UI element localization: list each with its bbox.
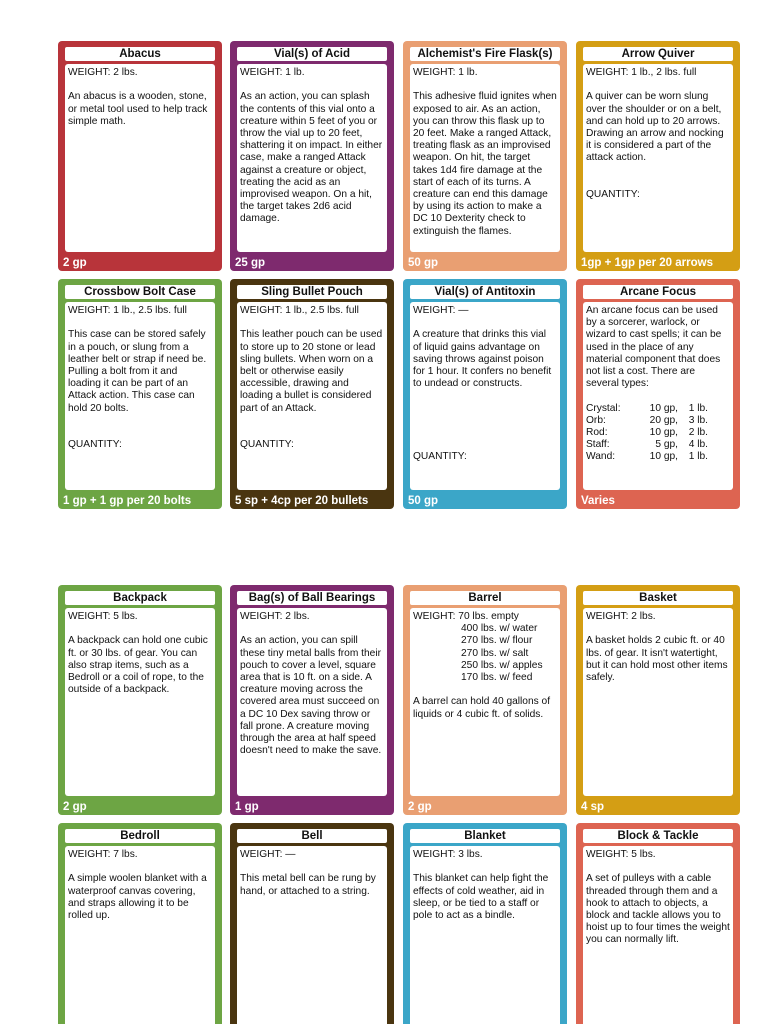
card-cost: 1 gp xyxy=(235,801,259,813)
focus-type-weight: 3 lb. xyxy=(688,414,708,426)
card-quantity: QUANTITY: xyxy=(413,451,467,463)
focus-type-price: 10 gp, xyxy=(649,451,678,463)
card-body xyxy=(410,608,560,796)
card-cost: 1gp + 1gp per 20 arrows xyxy=(581,257,713,269)
card-body xyxy=(583,608,733,796)
card-quantity: QUANTITY: xyxy=(240,439,294,451)
focus-type-weight: 1 lb. xyxy=(688,402,708,414)
card-title: Vial(s) of Antitoxin xyxy=(410,285,560,299)
card-weight: WEIGHT: — xyxy=(240,849,296,860)
card-description: A basket holds 2 cubic ft. or 40 lbs. of gear. It isn't watertight, but it can hold most other items safely. xyxy=(586,635,728,683)
card-body xyxy=(65,64,215,252)
card-title: Barrel xyxy=(410,591,560,605)
focus-type-row xyxy=(586,439,708,451)
card-description: A set of pulleys with a cable threaded through them and a hook to attach to objects, a block and tackle allows you to hoist up to four times the weight you can normally lift. xyxy=(586,873,730,946)
card-weight: WEIGHT: 1 lb. xyxy=(240,67,305,78)
card-cost: 25 gp xyxy=(235,257,266,269)
card-weight: WEIGHT: 5 lbs. xyxy=(586,849,656,860)
card-description: An arcane focus can be used by a sorcerer, warlock, or wizard to cast spells; it can be used in the place of any material component that does not list a cost. There are several types: xyxy=(586,305,722,390)
card-cost: 2 gp xyxy=(63,801,87,813)
card-description: A barrel can hold 40 gallons of liquids or 4 cubic ft. of solids. xyxy=(413,696,551,720)
focus-type-price: 5 gp, xyxy=(655,439,678,451)
focus-type-price: 10 gp, xyxy=(649,427,678,439)
card-body xyxy=(65,608,215,796)
focus-type-row xyxy=(586,403,708,415)
card-weight: WEIGHT: — xyxy=(413,305,469,316)
card-title: Crossbow Bolt Case xyxy=(65,285,215,299)
card-cost: 4 sp xyxy=(581,801,605,813)
card-weight-variant: 170 lbs. w/ feed xyxy=(461,672,533,684)
card-cost: 2 gp xyxy=(63,257,87,269)
card-cost: 2 gp xyxy=(408,801,432,813)
card-description: A simple woolen blanket with a waterproof canvas covering, and straps allowing it to be rolled up. xyxy=(68,873,207,921)
card-weight: WEIGHT: 70 lbs. empty xyxy=(413,611,519,622)
card-description: This case can be stored safely in a pouch, or slung from a leather belt or strap if need be. Pulling a bolt from it and loading it can be part of an Attack action. This case can hold 20 bolts. xyxy=(68,329,207,414)
focus-type-row xyxy=(586,451,708,463)
card-description: An abacus is a wooden, stone, or metal tool used to help track simple math. xyxy=(68,91,208,127)
card-weight: WEIGHT: 5 lbs. xyxy=(68,611,138,622)
card-description: This adhesive fluid ignites when exposed to air. As an action, you can throw this flask up to 20 feet. Make a ranged Attack, treating flask as an improvised weapon. On hit, the target takes 1d4 fire damage at the start of each of its turns. A creature can end this damage by using its action to make a DC 10 Dexterity check to extinguish the flames. xyxy=(413,91,557,237)
item-card-ball-bearings xyxy=(230,585,394,815)
card-cost: 1 gp + 1 gp per 20 bolts xyxy=(63,495,192,507)
item-card-acid xyxy=(230,41,394,271)
item-card-alchemists-fire xyxy=(403,41,567,271)
card-description: This leather pouch can be used to store up to 20 stone or lead sling bullets. When worn on a belt or otherwise easily accessible, drawing and loading a bullet is considered part of an Attack. xyxy=(240,329,383,414)
card-title: Basket xyxy=(583,591,733,605)
card-body xyxy=(237,64,387,252)
focus-types-table xyxy=(586,403,708,464)
card-body xyxy=(237,608,387,796)
card-description: As an action, you can splash the contents of this vial onto a creature within 5 feet of you or throw the vial up to 20 feet, shattering it on impact. In either case, make a ranged Attack against a creature or object, treating the acid as an improvised weapon. On a hit, the target takes 2d6 acid damage. xyxy=(240,91,383,225)
card-body xyxy=(583,846,733,1024)
focus-type-name: Rod: xyxy=(586,427,608,439)
card-body xyxy=(410,846,560,1024)
card-title: Bedroll xyxy=(65,829,215,843)
item-card-blanket xyxy=(403,823,567,1024)
card-weight: WEIGHT: 3 lbs. xyxy=(413,849,483,860)
focus-type-name: Orb: xyxy=(586,414,606,426)
focus-type-weight: 4 lb. xyxy=(688,439,708,451)
card-body xyxy=(237,302,387,490)
card-description: As an action, you can spill these tiny metal balls from their pouch to cover a level, square area that is 10 ft. on a side. A creature moving across the covered area must succeed on a DC 10 Dex saving throw or fall prone. A creature moving through the area at half speed doesn't need to make the save. xyxy=(240,635,382,757)
card-weight: WEIGHT: 2 lbs. xyxy=(68,67,138,78)
card-title: Bell xyxy=(237,829,387,843)
card-weight-variant: 270 lbs. w/ salt xyxy=(461,647,529,659)
item-card-basket xyxy=(576,585,740,815)
focus-type-row xyxy=(586,415,708,427)
card-title: Block & Tackle xyxy=(583,829,733,843)
card-body xyxy=(583,302,733,490)
item-card-sling-bullet-pouch xyxy=(230,279,394,509)
card-body xyxy=(65,846,215,1024)
card-title: Blanket xyxy=(410,829,560,843)
card-weight-variant: 250 lbs. w/ apples xyxy=(461,659,543,671)
card-title: Abacus xyxy=(65,47,215,61)
focus-type-weight: 1 lb. xyxy=(688,451,708,463)
card-body xyxy=(410,302,560,490)
item-card-block-and-tackle xyxy=(576,823,740,1024)
item-card-barrel xyxy=(403,585,567,815)
card-title: Alchemist's Fire Flask(s) xyxy=(410,47,560,61)
card-weight: WEIGHT: 2 lbs. xyxy=(586,611,656,622)
card-weight-variant: 270 lbs. w/ flour xyxy=(461,635,533,647)
card-weight: WEIGHT: 1 lb., 2.5 lbs. full xyxy=(68,305,187,316)
card-weight: WEIGHT: 7 lbs. xyxy=(68,849,138,860)
item-card-backpack xyxy=(58,585,222,815)
item-card-crossbow-bolt-case xyxy=(58,279,222,509)
item-card-arrow-quiver xyxy=(576,41,740,271)
focus-type-name: Staff: xyxy=(586,439,610,451)
card-title: Arrow Quiver xyxy=(583,47,733,61)
card-description: This blanket can help fight the effects of cold weather, aid in sleep, or be tied to a staff or pole to act as a bindle. xyxy=(413,873,549,921)
card-description: This metal bell can be rung by hand, or attached to a string. xyxy=(240,873,376,897)
card-body xyxy=(410,64,560,252)
focus-type-price: 20 gp, xyxy=(649,414,678,426)
card-cost: 50 gp xyxy=(408,495,439,507)
card-body xyxy=(237,846,387,1024)
card-body xyxy=(583,64,733,252)
card-quantity: QUANTITY: xyxy=(586,189,640,200)
item-card-bedroll xyxy=(58,823,222,1024)
card-weight: WEIGHT: 1 lb. xyxy=(413,67,478,78)
focus-type-name: Crystal: xyxy=(586,402,621,414)
card-title: Backpack xyxy=(65,591,215,605)
item-card-abacus xyxy=(58,41,222,271)
focus-type-row xyxy=(586,427,708,439)
card-description: A creature that drinks this vial of liquid gains advantage on saving throws against poison for 1 hour. It confers no benefit to undead or constructs. xyxy=(413,329,552,390)
card-body xyxy=(65,302,215,490)
focus-type-name: Wand: xyxy=(586,451,616,463)
card-weight: WEIGHT: 2 lbs. xyxy=(240,611,310,622)
card-description: A backpack can hold one cubic ft. or 30 lbs. of gear. You can also strap items, such as a Bedroll or a coil of rope, to the outside of a backpack. xyxy=(68,635,208,696)
card-cost: 50 gp xyxy=(408,257,439,269)
focus-type-weight: 2 lb. xyxy=(688,427,708,439)
card-weight-variant: 400 lbs. w/ water xyxy=(461,623,538,635)
focus-type-price: 10 gp, xyxy=(649,402,678,414)
card-description: A quiver can be worn slung over the shoulder or on a belt, and can hold up to 20 arrows. Drawing an arrow and nocking it is considered a part of the attack action. xyxy=(586,91,724,164)
item-card-arcane-focus xyxy=(576,279,740,509)
card-title: Arcane Focus xyxy=(583,285,733,299)
card-weight: WEIGHT: 1 lb., 2.5 lbs. full xyxy=(240,305,359,316)
card-title: Vial(s) of Acid xyxy=(237,47,387,61)
card-cost: 5 sp + 4cp per 20 bullets xyxy=(235,495,369,507)
card-title: Sling Bullet Pouch xyxy=(237,285,387,299)
card-quantity: QUANTITY: xyxy=(68,439,122,451)
item-card-antitoxin xyxy=(403,279,567,509)
card-cost: Varies xyxy=(581,495,615,507)
card-title: Bag(s) of Ball Bearings xyxy=(237,591,387,605)
card-weight: WEIGHT: 1 lb., 2 lbs. full xyxy=(586,67,697,78)
item-card-bell xyxy=(230,823,394,1024)
